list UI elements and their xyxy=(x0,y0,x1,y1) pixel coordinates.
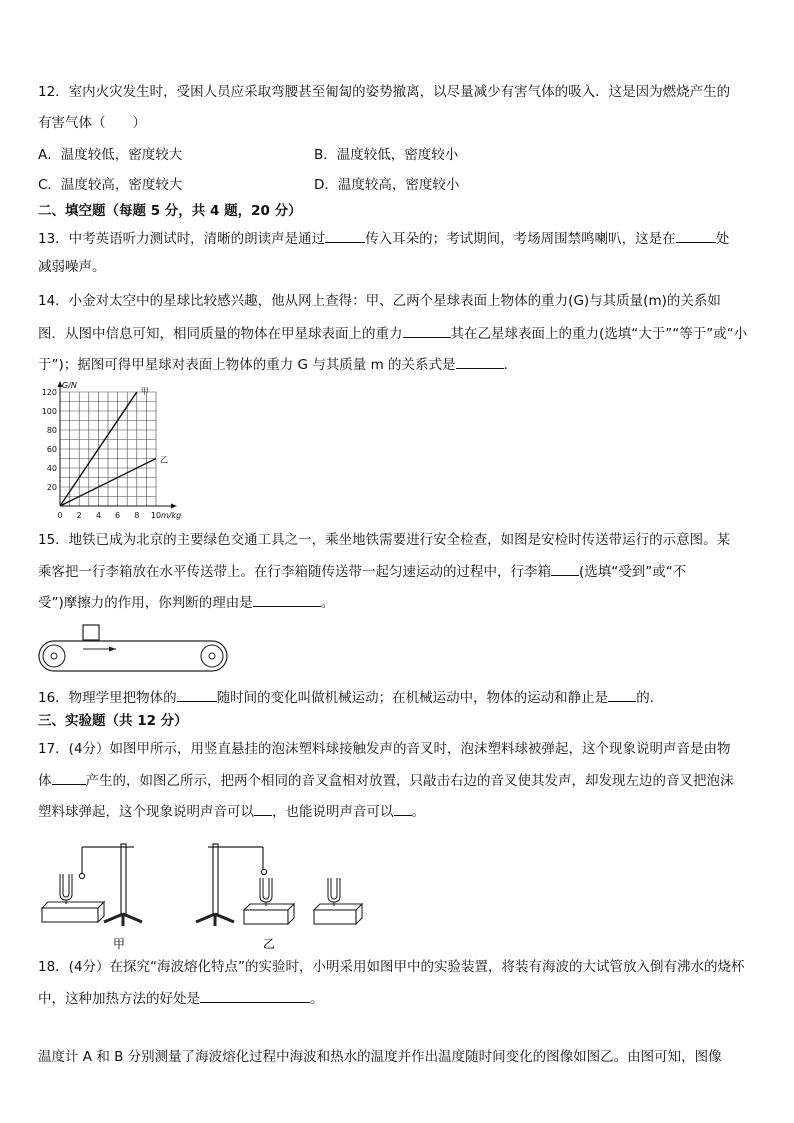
q18-blank-1[interactable] xyxy=(200,988,310,1003)
figure-a-caption: 甲 xyxy=(113,937,126,951)
x-tick-label: 4 xyxy=(95,511,101,520)
q14-blank-2[interactable] xyxy=(456,354,504,369)
q17-blank-1[interactable] xyxy=(52,770,86,785)
x-tick-label: 0 xyxy=(57,511,63,520)
q17-stem-line-2 xyxy=(38,770,734,791)
q12-option-b: B．温度较低，密度较小 xyxy=(314,147,459,163)
q14-stem-line-2 xyxy=(38,323,747,344)
q13-blank-1[interactable] xyxy=(325,228,365,243)
x-tick-label: 10 xyxy=(150,511,162,520)
q12-option-c: C．温度较高，密度较大 xyxy=(38,177,183,193)
q18-text-a: 中，这种加热方法的好处是 xyxy=(38,991,200,1007)
q15-text-d: 。 xyxy=(320,595,335,611)
q17-stem-line-3 xyxy=(38,801,425,822)
figure-a-fork-box xyxy=(42,874,104,922)
q14-text-d: ． xyxy=(503,357,518,373)
figure-b-caption: 乙 xyxy=(263,937,276,951)
q14-stem-line-3 xyxy=(38,354,517,375)
left-roller-hub xyxy=(51,653,57,659)
q12-option-a: A．温度较低，密度较大 xyxy=(38,147,183,163)
q15-text-b: (选填“受到”或“不 xyxy=(579,564,687,580)
q14-blank-1[interactable] xyxy=(403,323,451,338)
q12-stem-line-2: 有害气体（ ） xyxy=(38,115,146,131)
q16-text-a: 16．物理学里把物体的 xyxy=(38,690,177,706)
series-label-jia: 甲 xyxy=(140,387,149,396)
x-tick-label: 8 xyxy=(134,511,140,520)
q15-stem-line-2 xyxy=(38,561,686,582)
q17-text-d: ，也能说明声音可以 xyxy=(272,804,394,820)
gravity-mass-chart xyxy=(36,378,196,528)
y-tick-label: 40 xyxy=(46,464,57,473)
q15-text-a: 乘客把一行李箱放在水平传送带上。在行李箱随传送带一起匀速运动的过程中，行李箱 xyxy=(38,564,551,580)
q12-stem-line-1: 12．室内火灾发生时，受困人员应采取弯腰甚至匍匐的姿势撤离，以尽量减少有害气体的吸入．这是因为燃烧产生的 xyxy=(38,84,731,100)
q15-blank-1[interactable] xyxy=(551,561,579,576)
series-label-yi: 乙 xyxy=(160,455,168,465)
q17-stem-line-1: 17．(4分）如图甲所示，用竖直悬挂的泡沫塑料球接触发声的音叉时，泡沫塑料球被弹起，这个现象说明声音是由物 xyxy=(38,741,731,757)
y-tick-label: 20 xyxy=(46,483,57,492)
x-tick-label: 6 xyxy=(115,511,121,520)
x-tick-label: 2 xyxy=(76,511,82,520)
motion-arrow-head xyxy=(109,647,116,652)
q14-text-a: 图．从图中信息可知，相同质量的物体在甲星球表面上的重力 xyxy=(38,326,403,342)
q15-stem-line-1: 15．地铁已成为北京的主要绿色交通工具之一，乘坐地铁需要进行安全检查，如图是安检时传送带运行的示意图。某 xyxy=(38,532,731,548)
right-roller-hub xyxy=(209,653,215,659)
y-tick-label: 80 xyxy=(46,426,57,435)
q17-text-b: 产生的，如图乙所示，把两个相同的音叉盒相对放置，只敲击右边的音叉使其发声，却发现左边的音叉把泡沫 xyxy=(85,773,734,789)
section3-header: 三、实验题（共 12 分） xyxy=(38,713,188,729)
q14-text-c: 于”)；据图可得甲星球对表面上物体的重力 G 与其质量 m 的关系式是 xyxy=(38,357,456,373)
left-roller xyxy=(43,645,65,667)
q13-text-c: 处 xyxy=(715,231,730,247)
q13-text-b: 传入耳朵的；考试期间，考场周围禁鸣喇叭，这是在 xyxy=(365,231,676,247)
figure-b-left-fork-box xyxy=(244,878,294,924)
q16-blank-1[interactable] xyxy=(177,687,217,702)
q13-stem-line-1 xyxy=(38,228,729,249)
section2-header: 二、填空题（每题 5 分，共 4 题，20 分） xyxy=(38,203,302,219)
y-tick-label: 120 xyxy=(41,388,57,397)
q18-text-b: 。 xyxy=(310,991,324,1007)
q16-text-c: 的． xyxy=(636,690,664,706)
q13-stem-line-2: 减弱噪声。 xyxy=(38,259,106,275)
y-tick-label: 100 xyxy=(41,407,57,416)
luggage-box xyxy=(83,625,99,640)
q15-text-c: 受”)摩擦力的作用，你判断的理由是 xyxy=(38,595,253,611)
conveyor-belt-figure xyxy=(36,622,236,678)
figure-b-right-fork-box xyxy=(314,878,362,924)
right-roller xyxy=(201,645,223,667)
q17-blank-3[interactable] xyxy=(394,801,412,816)
q18-stem-line-3: 温度计 A 和 B 分别测量了海波熔化过程中海波和热水的温度并作出温度随时间变化的图像如图乙。由图可知，图像 xyxy=(38,1049,722,1065)
q13-text-a: 13．中考英语听力测试时，清晰的朗读声是通过 xyxy=(38,231,326,247)
q17-text-a: 体 xyxy=(38,773,52,789)
q13-blank-2[interactable] xyxy=(676,228,716,243)
q15-blank-2[interactable] xyxy=(253,592,321,607)
y-axis-label: G/N xyxy=(62,381,77,390)
x-axis-arrow xyxy=(171,504,177,509)
q16-blank-2[interactable] xyxy=(608,687,636,702)
q17-text-c: 塑料球弹起，这个现象说明声音可以 xyxy=(38,804,254,820)
q15-stem-line-3 xyxy=(38,592,334,613)
q18-stem-line-2 xyxy=(38,988,324,1009)
y-tick-label: 60 xyxy=(46,445,57,454)
q16-text-b: 随时间的变化叫做机械运动；在机械运动中，物体的运动和静止是 xyxy=(216,690,609,706)
tuning-fork-figure xyxy=(38,830,368,954)
q17-text-e: 。 xyxy=(411,804,425,820)
x-axis-label: m/kg xyxy=(161,511,182,520)
q18-stem-line-1: 18．(4分）在探究“海波熔化特点”的实验时，小明采用如图甲中的实验装置，将装有海波的大试管放入倒有沸水的烧杯 xyxy=(38,959,745,975)
q12-option-d: D．温度较高，密度较小 xyxy=(314,177,460,193)
q14-stem-line-1: 14．小金对太空中的星球比较感兴趣，他从网上查得：甲、乙两个星球表面上物体的重力(G)与其质量(m)的关系如 xyxy=(38,293,721,309)
q14-text-b: 其在乙星球表面上的重力(选填“大于”“等于”或“小 xyxy=(450,326,748,342)
q16-stem xyxy=(38,687,663,708)
q17-blank-2[interactable] xyxy=(254,801,272,816)
